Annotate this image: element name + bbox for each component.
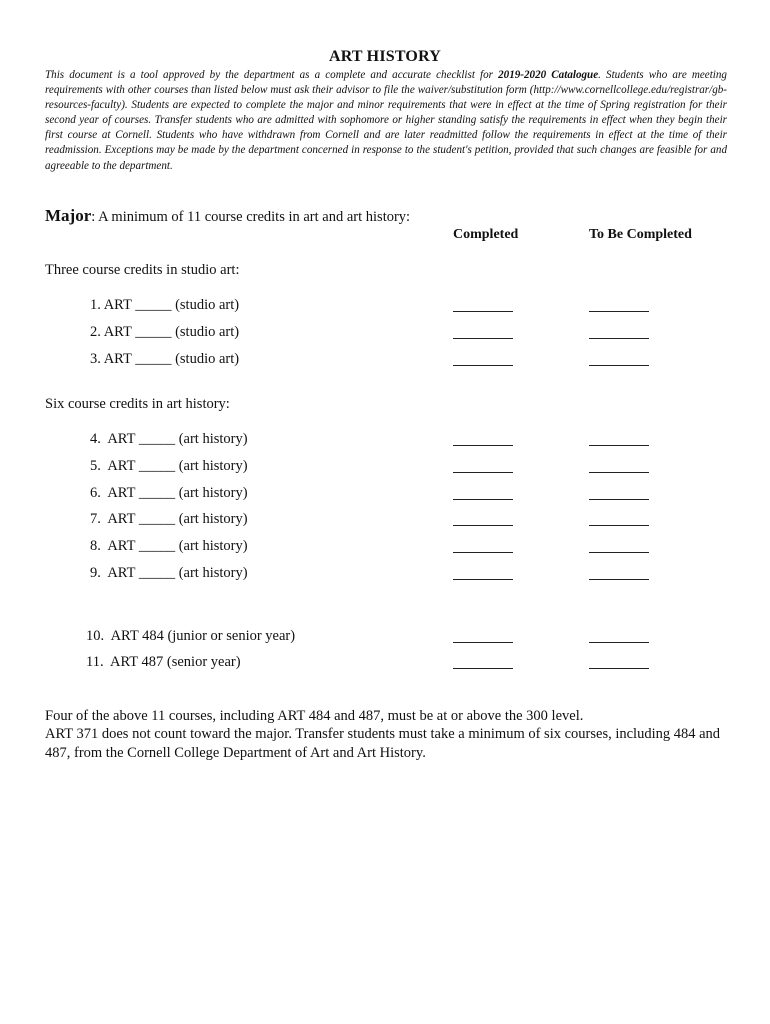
requirement-row	[0, 485, 770, 505]
completed-blank[interactable]	[453, 311, 513, 312]
requirement-row	[0, 511, 770, 531]
completed-blank[interactable]	[453, 579, 513, 580]
completed-blank[interactable]	[453, 472, 513, 473]
to-be-completed-blank[interactable]	[589, 642, 649, 643]
document-title: ART HISTORY	[328, 48, 442, 65]
requirement-label: 1. ART _____ (studio art)	[90, 297, 240, 313]
to-be-completed-blank[interactable]	[589, 552, 649, 553]
completed-blank[interactable]	[453, 525, 513, 526]
footer-transfer-note: ART 371 does not count toward the major. Transfer students must take a minimum of six courses, including 484 and 487, from the Cornell College Department of Art and Art History.	[45, 726, 721, 761]
to-be-completed-blank[interactable]	[589, 311, 649, 312]
requirement-row	[0, 458, 770, 478]
history-section-label: Six course credits in art history:	[45, 396, 230, 412]
intro-text-rest: . Students who are meeting requirements with other courses than listed below must ask their advisor to file the waiver/substitution form (http://www.cornellcollege.edu/registrar/gb-resources-faculty). Students are expected to complete the major and minor requirements that were in effect at the time of Spring registration for their second year of courses. Transfer students who are admitted with sophomore or higher standing satisfy the requirements in effect when they begin their first course at Cornell. Students who have withdrawn from Cornell and are later readmitted follow the requirements in effect at the time of their readmission. Exceptions may be made by the department concerned in response to the student's petition, provided that such changes are feasible for and agreeable to the department.	[45, 69, 727, 172]
to-be-completed-blank[interactable]	[589, 445, 649, 446]
completed-column-header: Completed	[453, 227, 519, 242]
requirement-label: 3. ART _____ (studio art)	[90, 351, 240, 367]
requirement-label: 9. ART _____ (art history)	[90, 565, 248, 581]
major-description: : A minimum of 11 course credits in art and art history:	[91, 209, 411, 225]
completed-blank[interactable]	[453, 338, 513, 339]
requirement-label: 4. ART _____ (art history)	[90, 431, 248, 447]
requirement-row	[0, 628, 770, 648]
catalogue-year: 2019-2020 Catalogue	[498, 69, 599, 81]
footer-notes	[45, 707, 727, 762]
studio-section-label: Three course credits in studio art:	[45, 262, 240, 278]
requirement-row	[0, 431, 770, 451]
footer-level-note: Four of the above 11 courses, including ART 484 and 487, must be at or above the 300 level.	[45, 708, 584, 724]
to-be-completed-blank[interactable]	[589, 338, 649, 339]
to-be-completed-blank[interactable]	[589, 472, 649, 473]
major-heading	[45, 206, 410, 226]
requirement-row	[0, 297, 770, 317]
requirement-label: 10. ART 484 (junior or senior year)	[86, 628, 296, 644]
to-be-completed-column-header: To Be Completed	[589, 227, 692, 242]
to-be-completed-blank[interactable]	[589, 525, 649, 526]
completed-blank[interactable]	[453, 365, 513, 366]
requirement-row	[0, 324, 770, 344]
to-be-completed-blank[interactable]	[589, 499, 649, 500]
requirement-label: 6. ART _____ (art history)	[90, 485, 248, 501]
completed-blank[interactable]	[453, 668, 513, 669]
intro-text-start: This document is a tool approved by the department as a complete and accurate checklist for	[45, 69, 499, 81]
to-be-completed-blank[interactable]	[589, 579, 649, 580]
completed-blank[interactable]	[453, 552, 513, 553]
to-be-completed-blank[interactable]	[589, 668, 649, 669]
completed-blank[interactable]	[453, 642, 513, 643]
intro-paragraph	[45, 68, 727, 174]
completed-blank[interactable]	[453, 445, 513, 446]
requirement-row	[0, 351, 770, 371]
requirement-label: 5. ART _____ (art history)	[90, 458, 248, 474]
requirement-row	[0, 654, 770, 674]
requirement-label: 8. ART _____ (art history)	[90, 538, 248, 554]
major-label: Major	[45, 206, 92, 225]
requirement-label: 11. ART 487 (senior year)	[86, 654, 241, 670]
requirement-row	[0, 565, 770, 585]
completed-blank[interactable]	[453, 499, 513, 500]
requirement-label: 2. ART _____ (studio art)	[90, 324, 240, 340]
requirement-row	[0, 538, 770, 558]
to-be-completed-blank[interactable]	[589, 365, 649, 366]
requirement-label: 7. ART _____ (art history)	[90, 511, 248, 527]
